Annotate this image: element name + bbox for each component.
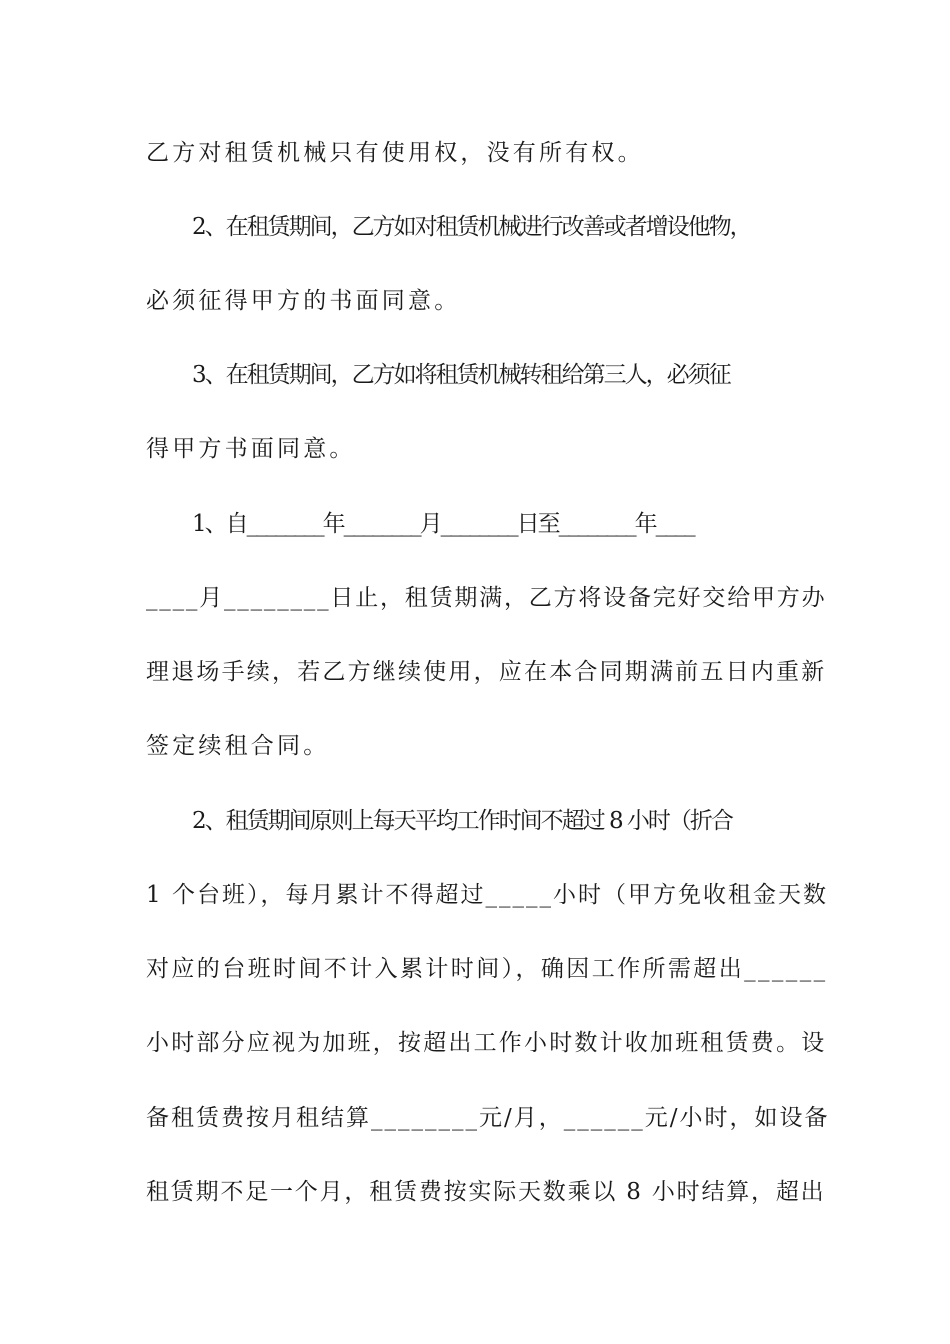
text-line: ____月________日止，租赁期满，乙方将设备完好交给甲方办: [146, 585, 827, 611]
text-line: 必须征得甲方的书面同意。: [146, 288, 461, 314]
text-line: 2、在租赁期间，乙方如对租赁机械进行改善或者增设他物，: [192, 214, 751, 240]
text-line: 1、自________年________月________日至________年____: [192, 511, 694, 537]
text-line: 签定续租合同。: [146, 733, 330, 759]
text-line: 3、在租赁期间，乙方如将租赁机械转租给第三人，必须征: [192, 362, 730, 388]
text-line: 2、租赁期间原则上每天平均工作时间不超过 8 小时（折合: [192, 808, 732, 834]
text-line: 得甲方书面同意。: [146, 436, 356, 462]
text-line: 租赁期不足一个月，租赁费按实际天数乘以 8 小时结算，超出: [146, 1179, 826, 1205]
text-line: 1 个台班），每月累计不得超过_____小时（甲方免收租金天数: [146, 882, 828, 908]
text-line: 对应的台班时间不计入累计时间），确因工作所需超出______: [146, 956, 828, 982]
text-line: 理退场手续，若乙方继续使用，应在本合同期满前五日内重新: [146, 659, 827, 685]
text-line: 备租赁费按月租结算________元/月，______元/小时，如设备: [146, 1105, 830, 1131]
text-line: 乙方对租赁机械只有使用权，没有所有权。: [146, 140, 644, 166]
text-line: 小时部分应视为加班，按超出工作小时数计收加班租赁费。设: [146, 1030, 827, 1056]
